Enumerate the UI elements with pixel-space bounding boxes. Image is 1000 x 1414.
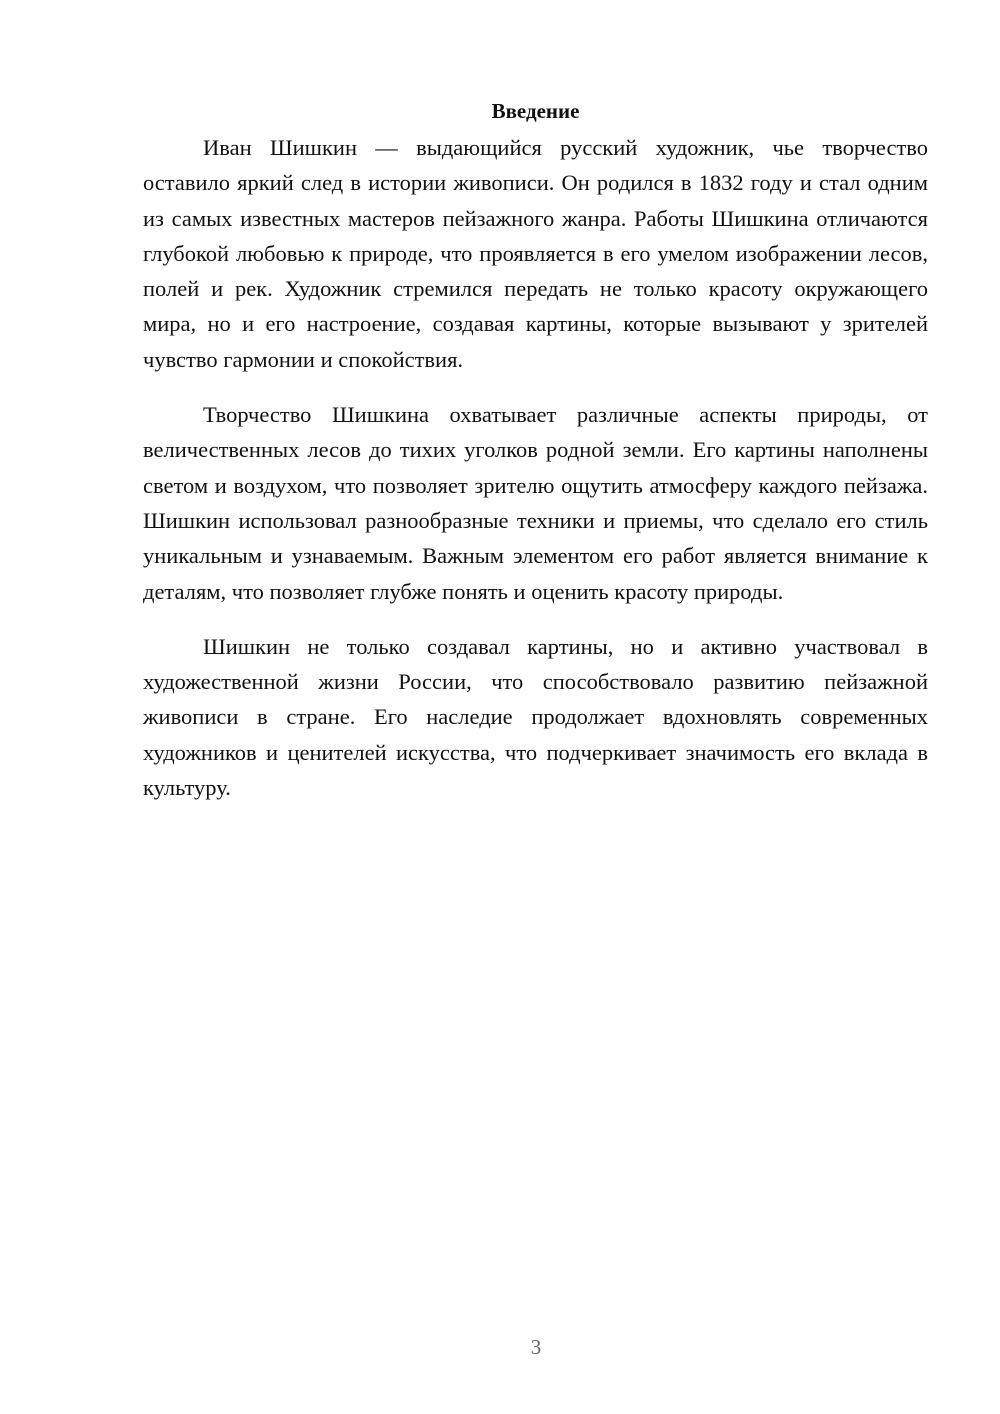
paragraph-1: Иван Шишкин — выдающийся русский художник, чье творчество оставило яркий след в истории живописи. Он родился в 1832 году и стал одним из самых известных мастеров пейзажного жанра. Работы Шишкина отличаются глубокой любовью к природе, что проявляется в его умелом изображении лесов, полей и рек. Художник стремился передать не только красоту окружающего мира, но и его настроение, создавая картины, которые вызывают у зрителей чувство гармонии и спокойствия.	[143, 135, 928, 372]
page-number: 3	[530, 1335, 542, 1359]
paragraph-3: Шишкин не только создавал картины, но и активно участвовал в художественной жизни России, что способствовало развитию пейзажной живописи в стране. Его наследие продолжает вдохновлять современных художников и ценителей искусства, что подчеркивает значимость его вклада в культуру.	[143, 633, 928, 801]
page-content	[143, 96, 928, 825]
paragraph-2: Творчество Шишкина охватывает различные аспекты природы, от величественных лесов до тихих уголков родной земли. Его картины наполнены светом и воздухом, что позволяет зрителю ощутить атмосферу каждого пейзажа. Шишкин использовал разнообразные техники и приемы, что сделало его стиль уникальным и узнаваемым. Важным элементом его работ является внимание к деталям, что позволяет глубже понять и оценить красоту природы.	[143, 402, 928, 604]
section-heading: Введение	[491, 99, 580, 123]
